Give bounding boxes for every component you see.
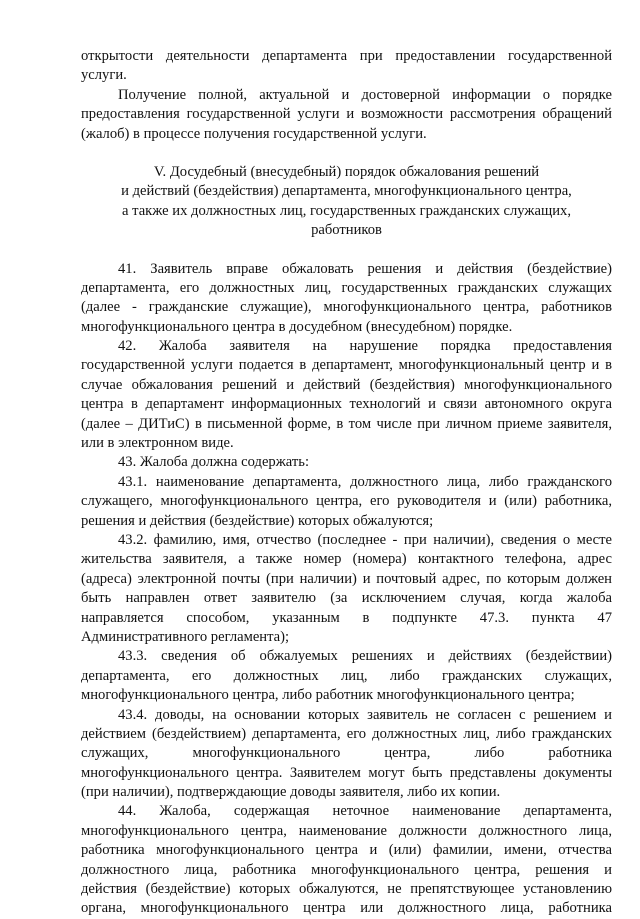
- text-line: жительства заявителя, а также номер (номера) контактного телефона, адрес: [81, 551, 612, 568]
- text-line: многофункционального центра в досудебном (внесудебном) порядке.: [81, 318, 513, 335]
- text-line: 43.1. наименование департамента, должностного лица, либо гражданского: [118, 473, 612, 490]
- document-page: [81, 47, 612, 919]
- text-line: 43.2. фамилию, имя, отчество (последнее - при наличии), сведения о месте: [118, 531, 612, 548]
- text-line: 43. Жалоба должна содержать:: [118, 454, 309, 471]
- heading-line: а также их должностных лиц, государственных гражданских служащих,: [122, 202, 571, 219]
- text-line: направляется способом, указанным в подпункте 47.3. пункта 47: [81, 609, 612, 626]
- heading-line: V. Досудебный (внесудебный) порядок обжалования решений: [153, 163, 540, 180]
- text-line: органа, многофункционального центра или должностного лица, работника: [81, 900, 612, 917]
- paragraph-42: [81, 337, 612, 453]
- text-line: услуги.: [81, 67, 127, 84]
- text-line: департамента, его должностных лиц, либо гражданских служащих,: [81, 667, 612, 684]
- text-line: (при наличии), подтверждающие доводы заявителя, либо их копии.: [81, 784, 501, 801]
- text-line: Административного регламента);: [81, 628, 290, 645]
- paragraph-info: [81, 86, 612, 144]
- text-line: многофункционального центра, наименование должности должностного лица,: [81, 822, 612, 839]
- paragraph-43-2: [81, 531, 612, 647]
- text-line: решения и действия (бездействие) которых обжалуются;: [81, 512, 434, 529]
- text-line: (далее – ДИТиС) в письменной форме, в том числе при личном приеме заявителя,: [81, 415, 612, 432]
- text-line: 43.4. доводы, на основании которых заявитель не согласен с решением и: [118, 706, 612, 723]
- paragraph-43-3: [81, 647, 612, 705]
- paragraph-43-4: [81, 706, 612, 803]
- paragraph-43: [81, 453, 612, 472]
- text-line: государственной услуги подается в департамент, многофункциональный центр и в: [81, 357, 612, 374]
- text-line: 42. Жалоба заявителя на нарушение порядка предоставления: [118, 338, 612, 355]
- text-line: служащих, многофункционального центра, либо работника: [81, 745, 612, 762]
- text-line: многофункционального центра, либо работник многофункционального центра;: [81, 687, 575, 704]
- text-line: работника многофункционального центра и (или) фамилии, имени, отчества: [81, 842, 612, 859]
- text-line: центра в департамент информационных технологий и связи автономного округа: [81, 396, 612, 413]
- text-line: департамента, его должностных лиц, государственных гражданских служащих: [81, 279, 612, 296]
- text-line: (далее - гражданские служащие), многофункционального центра, работников: [81, 299, 612, 316]
- text-line: открытости деятельности департамента при предоставлении государственной: [81, 48, 612, 64]
- text-line: 43.3. сведения об обжалуемых решениях и действиях (бездействии): [118, 648, 612, 665]
- heading-line: работников: [311, 222, 382, 239]
- text-line: быть направлен ответ заявителю (за исключением случая, когда жалоба: [81, 590, 612, 607]
- paragraph-44: [81, 802, 612, 918]
- paragraph-41: [81, 260, 612, 338]
- text-line: (жалоб) в процессе получения государственной услуги.: [81, 125, 427, 142]
- text-line: предоставления государственной услуги и возможности рассмотрения обращений: [81, 106, 612, 123]
- text-line: или в электронном виде.: [81, 435, 234, 452]
- text-line: действием (бездействием) департамента, его должностных лиц, либо гражданских: [81, 725, 612, 742]
- text-line: 41. Заявитель вправе обжаловать решения и действия (бездействие): [118, 260, 612, 277]
- text-line: Получение полной, актуальной и достоверной информации о порядке: [118, 86, 612, 103]
- text-line: служащего, многофункционального центра, его руководителя и (или) работника,: [81, 493, 612, 510]
- heading-line: и действий (бездействия) департамента, многофункционального центра,: [121, 183, 572, 200]
- text-line: случае обжалования решений и действий (бездействия) многофункционального: [81, 376, 612, 393]
- paragraph-intro: [81, 47, 612, 86]
- paragraph-43-1: [81, 473, 612, 531]
- text-line: 44. Жалоба, содержащая неточное наименование департамента,: [118, 803, 612, 820]
- text-line: многофункционального центра. Заявителем могут быть представлены документы: [81, 764, 612, 781]
- text-line: (адреса) электронной почты (при наличии) и почтовый адрес, по которым должен: [81, 570, 612, 587]
- text-line: действия (бездействие) которых обжалуются, не препятствующее установлению: [81, 881, 612, 898]
- section-heading: [81, 163, 612, 241]
- text-line: должностного лица, работника многофункционального центра, решения и: [81, 861, 612, 878]
